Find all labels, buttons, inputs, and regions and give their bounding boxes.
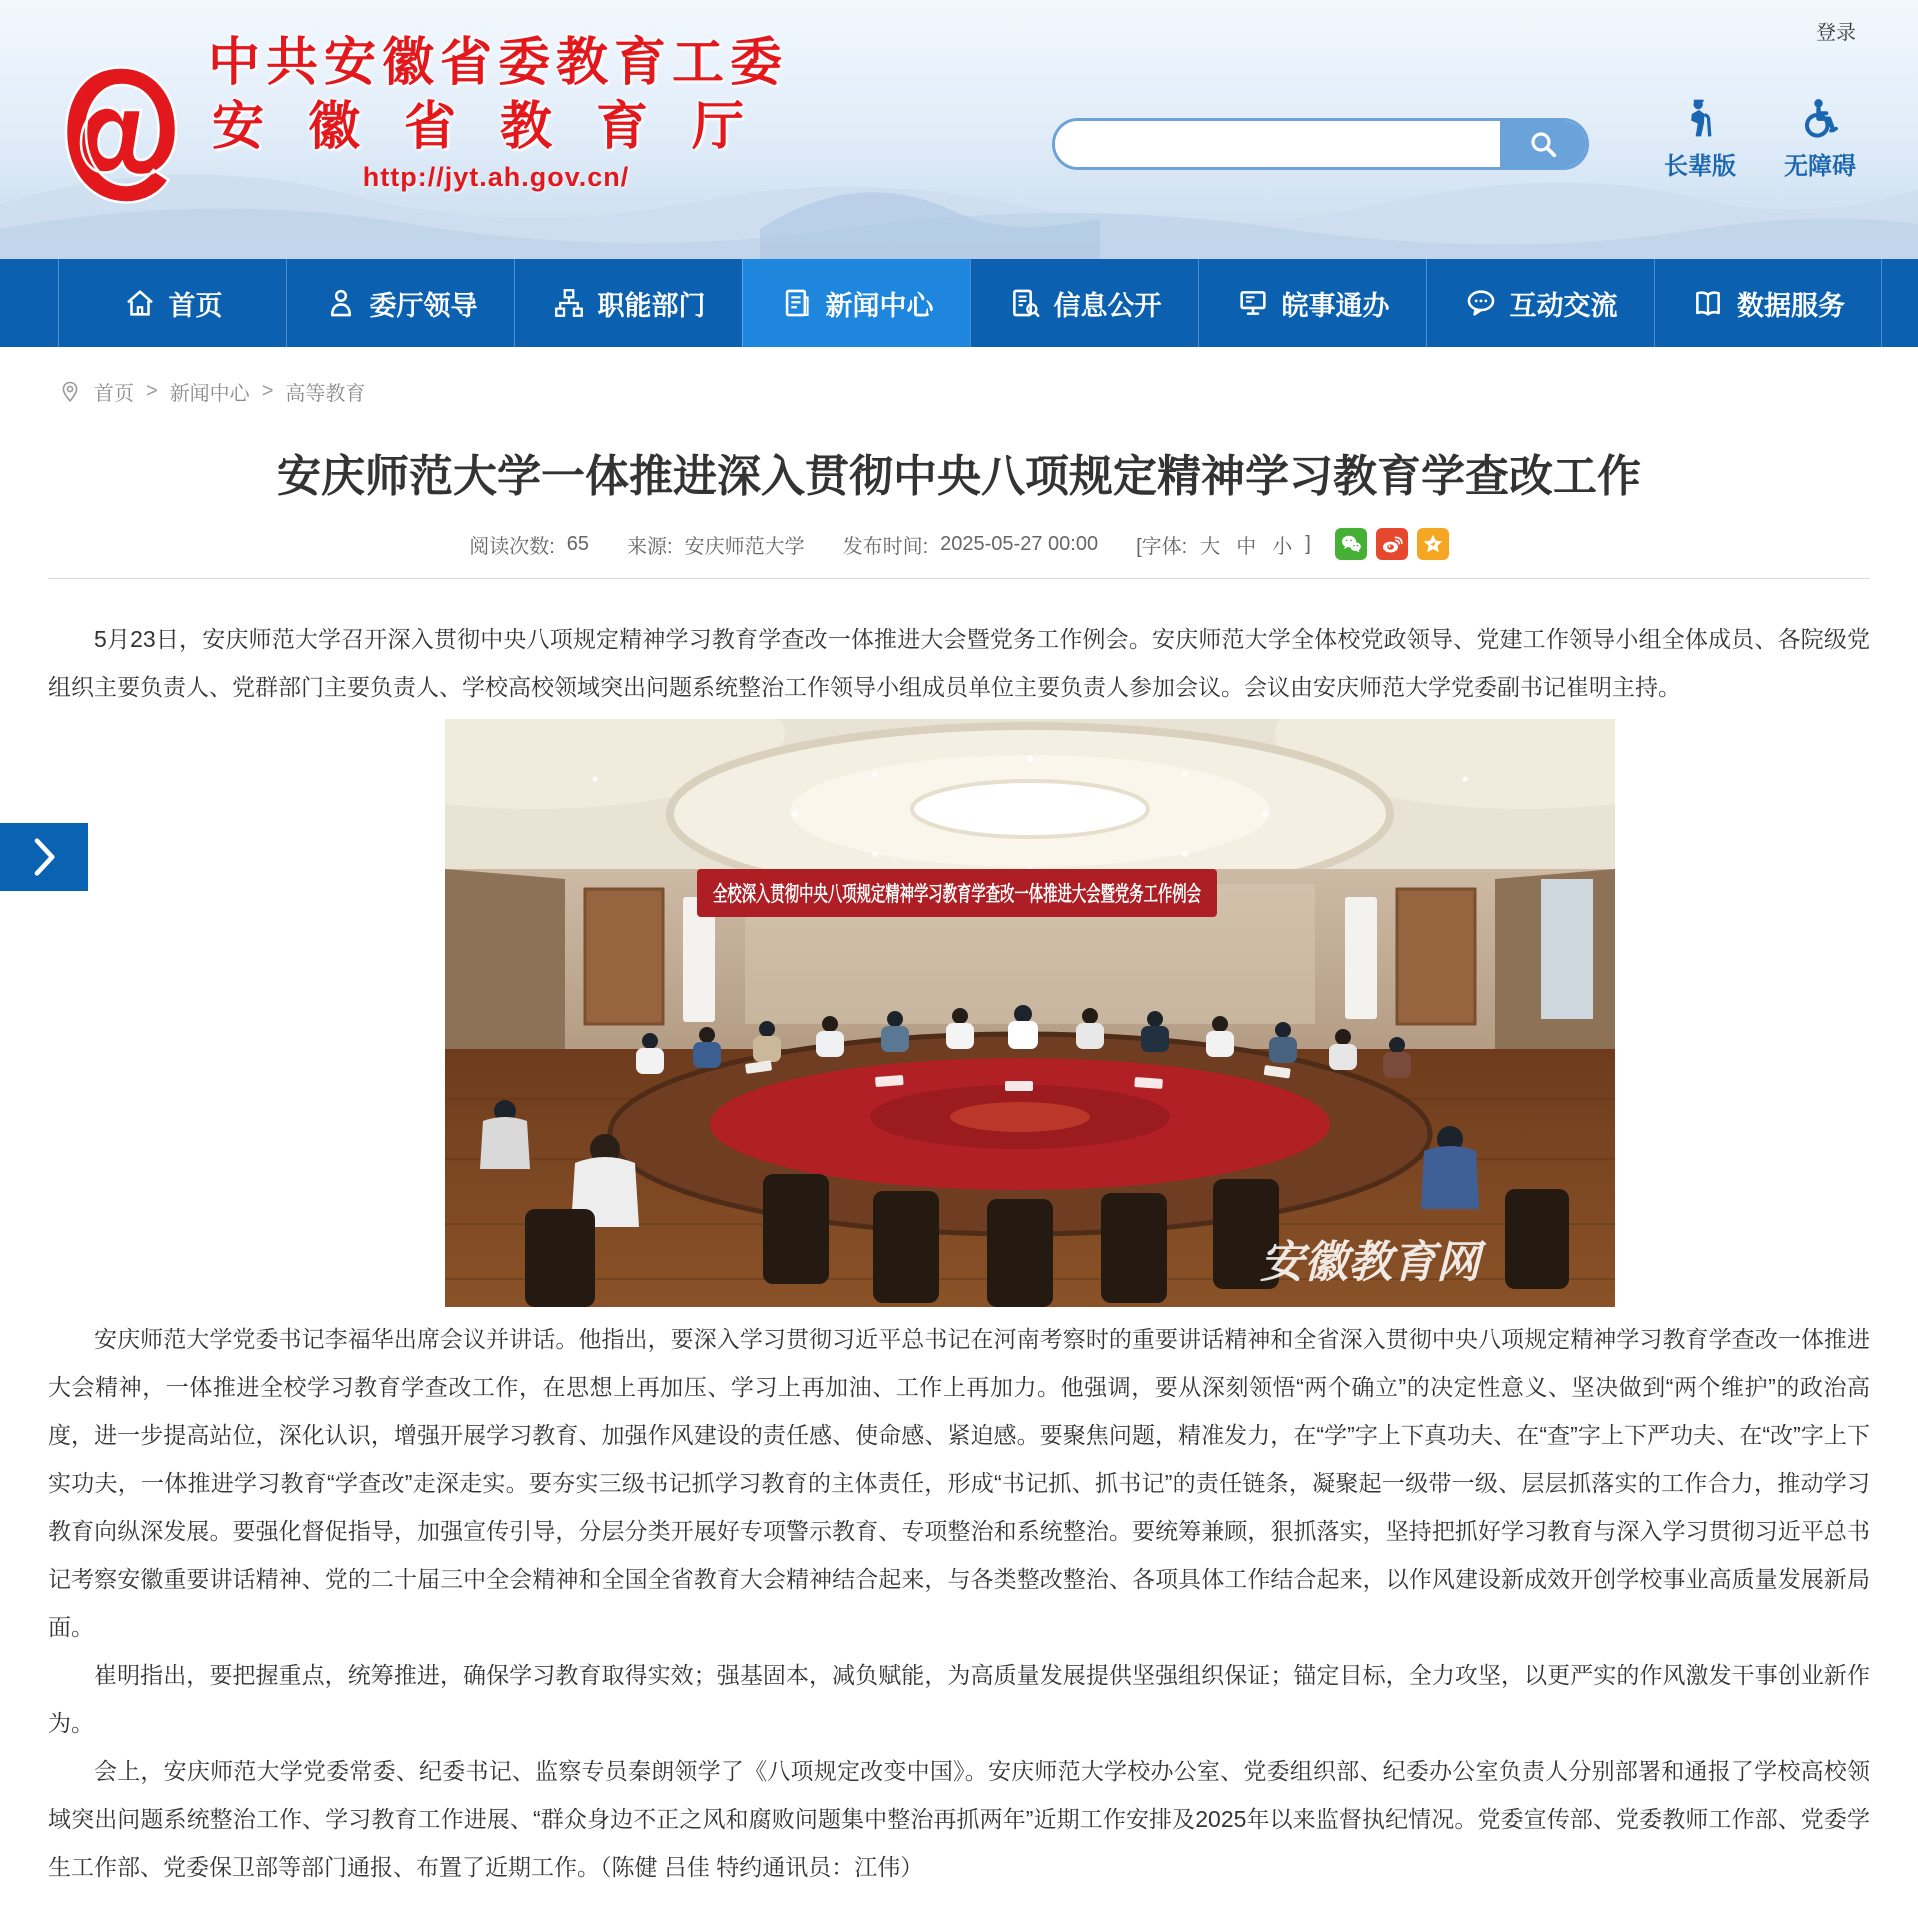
article [0,448,1918,1891]
article-title: 安庆师范大学一体推进深入贯彻中央八项规定精神学习教育学查改工作 [277,452,1641,501]
accessibility-icon [1798,96,1842,140]
site-logo[interactable] [58,32,788,210]
font-size-close: ] [1305,532,1311,555]
nav-label: 信息公开 [1053,290,1162,321]
weibo-icon [1380,532,1404,556]
search-button[interactable] [1500,121,1586,167]
nav-label: 数据服务 [1737,290,1845,321]
logo-line2: 安徽省教育厅 [212,98,789,156]
font-size-medium-button[interactable]: 中 [1236,535,1257,558]
font-size-large-button[interactable]: 大 [1200,535,1221,558]
data-services-icon [1691,286,1725,320]
share-buttons [1335,528,1449,560]
paragraph-3: 崔明指出，要把握重点，统筹推进，确保学习教育取得实效；强基固本，减负赋能，为高质量发展提供坚强组织保证；锚定目标，全力攻坚，以更严实的作风激发干事创业新作为。 [48,1662,1870,1736]
news-icon [780,286,814,320]
leader-icon [324,286,358,320]
nav-label: 新闻中心 [825,290,934,321]
photo-banner-text: 全校深入贯彻中央八项规定精神学习教育学查改一体推进大会暨党务工作例会 [713,883,1427,906]
breadcrumb-higher-education[interactable]: 高等教育 [285,383,366,405]
share-weibo-button[interactable] [1376,528,1408,560]
nav-item-data-services[interactable] [1654,259,1882,347]
main-nav [0,259,1918,347]
login-link[interactable]: 登录 [1816,22,1856,44]
source-value: 安庆师范大学 [684,535,805,558]
nav-item-departments[interactable] [514,259,742,347]
meeting-photo-art [445,719,1615,1307]
article-body [0,579,1918,1891]
publish-time-value: 2025-05-27 00:00 [940,532,1099,555]
views-count: 65 [566,532,590,555]
nav-item-interaction[interactable] [1426,259,1654,347]
location-pin-icon [58,380,82,404]
publish-time-label: 发布时间: [842,535,929,558]
logo-emblem-icon [58,60,184,210]
logo-text [208,32,788,194]
search-icon [1527,128,1559,160]
home-icon [123,286,157,320]
nav-item-news-center[interactable] [742,259,970,347]
search-input[interactable] [1055,121,1500,167]
departments-icon [552,286,586,320]
qzone-star-icon [1421,532,1445,556]
logo-line1: 中共安徽省委教育工委 [208,34,789,92]
chevron-right-icon [29,836,59,878]
nav-item-info-disclosure[interactable] [970,259,1198,347]
header-tools [1664,96,1856,181]
photo-watermark: 安徽教育网 [1260,1238,1480,1287]
share-wechat-button[interactable] [1335,528,1367,560]
elder-version-link[interactable] [1664,96,1736,181]
nav-label: 皖事通办 [1281,290,1390,321]
nav-label: 互动交流 [1509,290,1618,321]
paragraph-4: 会上，安庆师范大学党委常委、纪委书记、监察专员秦朗领学了《八项规定改变中国》。安庆师范大学校办公室、党委组织部、纪委办公室负责人分别部署和通报了学校高校领域突出问题系统整治工作、学习教育工作进展、“群众身边不正之风和腐败问题集中整治再抓两年”近期工作安排及2025年以来监督执纪情况。党委宣传部、党委教师工作部、党委学生工作部、党委保卫部等部门通报、布置了近期工作。（陈健 吕佳 特约通讯员：江伟） [48,1758,1870,1880]
paragraph-1: 5月23日，安庆师范大学召开深入贯彻中央八项规定精神学习教育学查改一体推进大会暨党务工作例会。安庆师范大学全体校党政领导、党建工作领导小组全体成员、各院级党组织主要负责人、党群部门主要负责人、学校高校领域突出问题系统整治工作领导小组成员单位主要负责人参加会议。会议由安庆师范大学党委副书记崔明主持。 [48,626,1870,700]
views-label: 阅读次数: [469,535,555,558]
site-header [0,0,1918,259]
elder-icon [1678,96,1722,140]
paragraph-2: 安庆师范大学党委书记李福华出席会议并讲话。他指出，要深入学习贯彻习近平总书记在河南考察时的重要讲话精神和全省深入贯彻中央八项规定精神学习教育学查改一体推进大会精神，一体推进全校学习教育学查改工作，在思想上再加压、学习上再加油、工作上再加力。他强调，要从深刻领悟“两个确立”的决定性意义、坚决做到“两个维护”的政治高度，进一步提高站位，深化认识，增强开展学习教育、加强作风建设的责任感、使命感、紧迫感。要聚焦问题，精准发力，在“学”字上下真功夫、在“查”字上下严功夫、在“改”字上下实功夫，一体推进学习教育“学查改”走深走实。要夯实三级书记抓学习教育的主体责任，形成“书记抓、抓书记”的责任链条，凝聚起一级带一级、层层抓落实的工作合力，推动学习教育向纵深发展。要强化督促指导，加强宣传引导，分层分类开展好专项警示教育、专项整治和系统整治。要统筹兼顾，狠抓落实，坚持把抓好学习教育与深入学习贯彻习近平总书记考察安徽重要讲话精神、党的二十届三中全会精神和全国全省教育大会精神结合起来，与各类整改整治、各项具体工作结合起来，以作风建设新成效开创学校事业高质量发展新局面。 [48,1326,1870,1640]
nav-label: 职能部门 [597,290,706,321]
side-panel-toggle[interactable] [0,823,88,891]
meeting-photo [445,719,1615,1307]
nav-item-online-services[interactable] [1198,259,1426,347]
breadcrumb-news-center[interactable]: 新闻中心 [169,383,250,405]
interaction-icon [1464,286,1498,320]
elder-version-label: 长辈版 [1664,153,1736,180]
article-meta [0,528,1918,560]
font-size-small-button[interactable]: 小 [1272,535,1293,558]
share-qzone-button[interactable] [1417,528,1449,560]
online-services-icon [1236,286,1270,320]
breadcrumb-home[interactable]: 首页 [94,383,134,405]
logo-url: http://jyt.ah.gov.cn/ [362,162,630,192]
source-label: 来源: [627,535,673,558]
nav-item-home[interactable] [58,259,286,347]
wechat-icon [1339,532,1363,556]
info-disclosure-icon [1008,286,1042,320]
accessibility-label: 无障碍 [1784,153,1856,180]
nav-label: 委厅领导 [369,290,478,321]
breadcrumb [0,347,1918,422]
breadcrumb-separator: > [146,380,158,402]
accessibility-link[interactable] [1784,96,1856,181]
nav-label: 首页 [168,290,223,321]
nav-item-leaders[interactable] [286,259,514,347]
search-bar [1052,118,1589,170]
font-size-open: [字体: [1136,535,1188,558]
breadcrumb-separator: > [261,380,274,402]
